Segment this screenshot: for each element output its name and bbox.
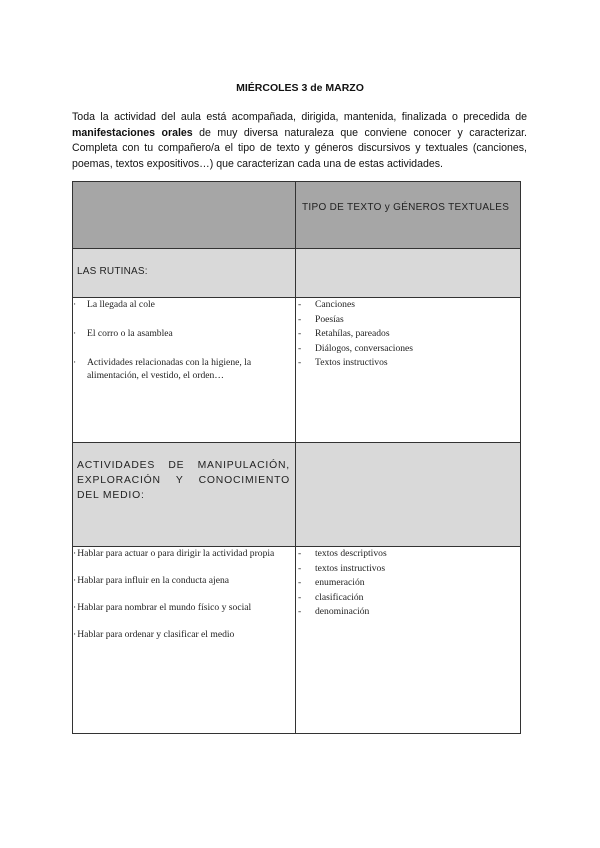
dash-marker: - [298,328,302,339]
manipulation-genres-cell [296,547,521,734]
list-item-text: clasificación [315,591,364,603]
dash-marker: - [298,562,302,574]
bullet-marker: · [73,602,77,613]
list-item [73,628,295,641]
list-item [296,562,520,575]
intro-paragraph [72,110,527,172]
list-item [296,356,520,369]
list-item-text: Canciones [315,299,355,310]
list-item [296,576,520,589]
routines-content-row [73,298,521,443]
routines-label-cell [73,249,296,298]
list-item-text: Textos instructivos [315,357,388,368]
bullet-marker: · [73,328,77,339]
bullet-marker: · [73,357,77,368]
manipulation-label-empty-cell [296,443,521,547]
dash-marker: - [298,577,302,588]
list-item-text: Hablar para ordenar y clasificar el medio [77,629,235,640]
manipulation-label: ACTIVIDADES DE MANIPULACIÓN, EXPLORACIÓN Y CONOCIMIENTO DEL MEDIO: [77,460,290,501]
bullet-marker: · [73,575,77,586]
dash-marker: - [298,299,302,310]
list-item [73,547,295,560]
list-item [296,547,520,560]
dash-marker: - [298,357,302,368]
list-item-text: La llegada al cole [87,299,155,310]
list-item-text: El corro o la asamblea [87,328,173,339]
routines-genres-list [296,298,520,369]
dash-marker: - [298,548,302,559]
bullet-marker: · [73,299,77,310]
routines-activities-cell [73,298,296,443]
list-item [296,591,520,604]
list-item [73,574,295,587]
manipulation-activities-list [73,547,295,641]
list-item [296,298,520,311]
page-title: MIÉRCOLES 3 de MARZO [236,82,364,94]
list-item-text: Retahílas, pareados [315,328,390,339]
dash-marker: - [298,342,302,354]
list-item-text: denominación [315,606,370,617]
list-item [73,327,295,340]
intro-bold-text: manifestaciones orales [72,126,193,139]
intro-text-start: Toda la actividad del aula está acompañada, dirigida, mantenida, finalizada o precedida de [72,111,527,123]
dash-marker: - [298,591,302,603]
manipulation-label-cell [73,443,296,547]
list-item-text: enumeración [315,577,365,588]
list-item-text: Hablar para actuar o para dirigir la actividad propia [77,548,275,559]
list-item-text: Actividades relacionadas con la higiene, la alimentación, el vestido, el orden… [87,357,252,381]
list-item [296,605,520,618]
list-item-text: Hablar para influir en la conducta ajena [77,575,230,586]
routines-label-row [73,249,521,298]
manipulation-label-row [73,443,521,547]
header-right-cell [296,182,521,249]
list-item [73,356,295,382]
manipulation-content-row [73,547,521,734]
manipulation-genres-list [296,547,520,618]
list-item [73,298,295,311]
list-item-text: Diálogos, conversaciones [315,342,414,354]
routines-activities-list [73,298,295,382]
table-header-row [73,182,521,249]
list-item [296,327,520,340]
manipulation-activities-cell [73,547,296,734]
dash-marker: - [298,313,302,325]
list-item-text: textos instructivos [315,562,386,574]
routines-label: LAS RUTINAS: [77,266,148,277]
list-item-text: Hablar para nombrar el mundo físico y social [77,602,252,613]
bullet-marker: · [73,548,77,559]
header-text-type-label: TIPO DE TEXTO y GÉNEROS TEXTUALES [302,202,510,213]
list-item [296,313,520,326]
list-item-text: textos descriptivos [315,548,387,559]
routines-genres-cell [296,298,521,443]
list-item-text: Poesías [315,313,344,325]
intro-text-end: de muy diversa naturaleza que conviene conocer y caracterizar. Completa con tu compañero/a el tipo de texto y géneros discursivos y textuales (canciones, poemas, textos expositivos…) que caracterizan cada una de estas actividades. [72,126,527,170]
list-item [73,601,295,614]
dash-marker: - [298,606,302,617]
header-left-cell [73,182,296,249]
routines-label-empty-cell [296,249,521,298]
list-item [296,342,520,355]
activities-table [72,181,521,734]
bullet-marker: · [73,629,77,640]
